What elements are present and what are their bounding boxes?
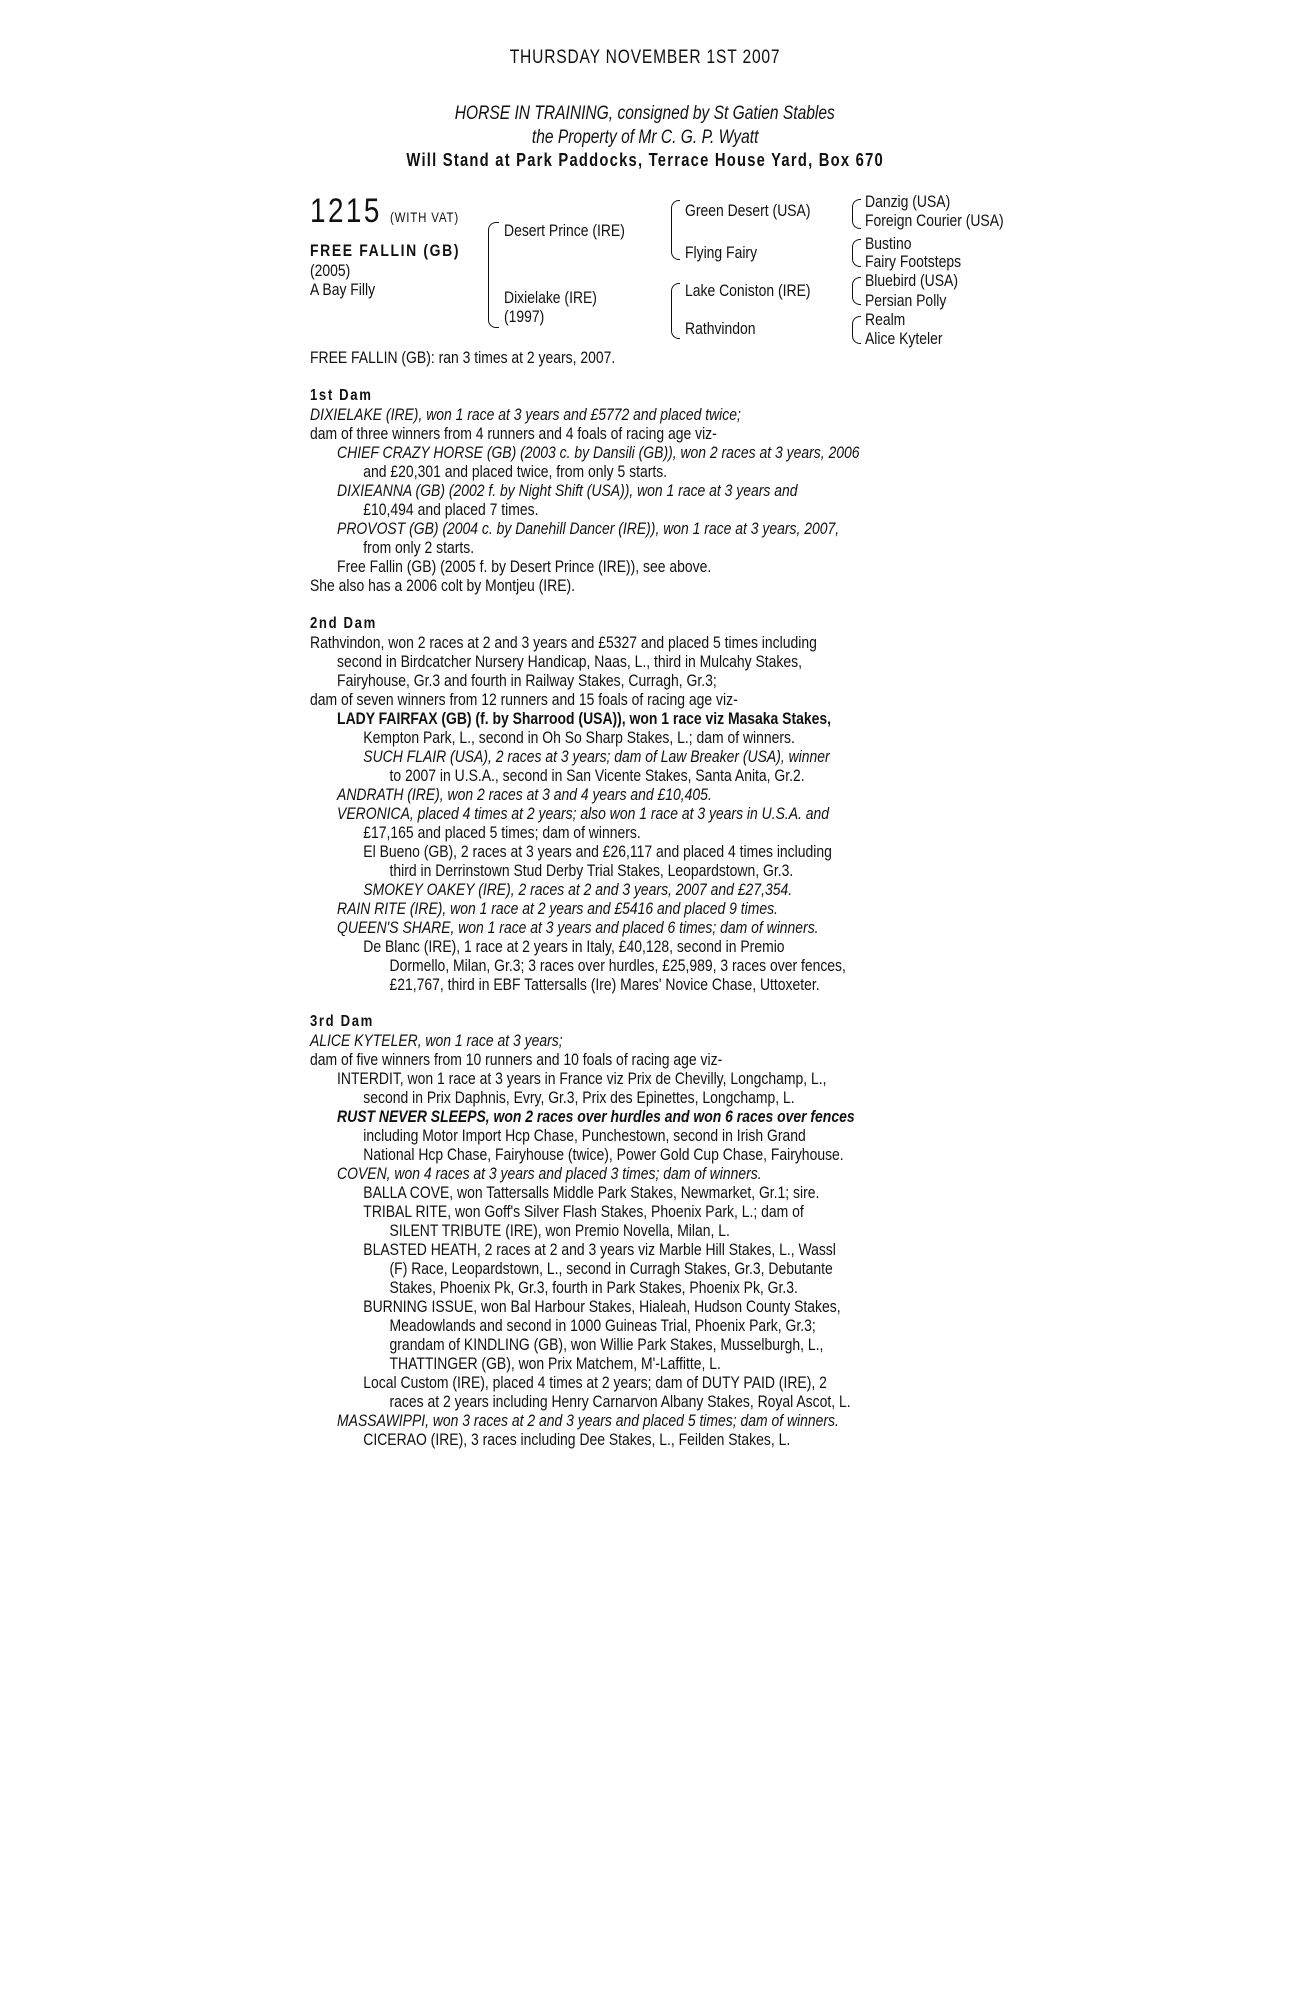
brace-dd — [852, 316, 861, 344]
dam-line: VERONICA, placed 4 times at 2 years; also won 1 race at 3 years in U.S.A. and — [337, 804, 830, 823]
dam-line: TRIBAL RITE, won Goff's Silver Flash Stakes, Phoenix Park, L.; dam of — [363, 1202, 804, 1221]
dam-line: £17,165 and placed 5 times; dam of winners. — [363, 823, 641, 842]
dam-line: Rathvindon, won 2 races at 2 and 3 years and £5327 and placed 5 times including — [310, 633, 817, 652]
pedigree-sire-dam: Flying Fairy — [685, 243, 758, 262]
dam-line: £21,767, third in EBF Tattersalls (Ire) Mares' Novice Chase, Uttoxeter. — [389, 975, 820, 994]
consignment-row — [0, 104, 1290, 124]
dam-line: Kempton Park, L., second in Oh So Sharp Stakes, L.; dam of winners. — [363, 728, 795, 747]
dam-line: SUCH FLAIR (USA), 2 races at 3 years; dam of Law Breaker (USA), winner — [363, 747, 830, 766]
pedigree-dds: Realm — [865, 310, 906, 329]
dam-line: dam of five winners from 10 runners and 10 foals of racing age viz- — [310, 1050, 723, 1069]
dam-line: COVEN, won 4 races at 3 years and placed 3 times; dam of winners. — [337, 1164, 762, 1183]
second-dam-section — [310, 614, 1190, 994]
dam-line: including Motor Import Hcp Chase, Punchestown, second in Irish Grand — [363, 1126, 806, 1145]
property-row — [0, 128, 1290, 148]
pedigree-sire-sire: Green Desert (USA) — [685, 201, 811, 220]
dam-line: Local Custom (IRE), placed 4 times at 2 years; dam of DUTY PAID (IRE), 2 — [363, 1373, 827, 1392]
section-heading: 1st Dam — [310, 387, 373, 404]
dam-line: CHIEF CRAZY HORSE (GB) (2003 c. by Dansili (GB)), won 2 races at 3 years, 2006 — [337, 443, 860, 462]
brace-sd — [852, 239, 861, 267]
dam-line: De Blanc (IRE), 1 race at 2 years in Italy, £40,128, second in Premio — [363, 937, 785, 956]
dam-line: and £20,301 and placed twice, from only 5 starts. — [363, 462, 668, 481]
dam-line: MASSAWIPPI, won 3 races at 2 and 3 years and placed 5 times; dam of winners. — [337, 1411, 839, 1430]
pedigree-sds: Bustino — [865, 234, 912, 253]
brace-sire-parents — [671, 200, 680, 260]
dam-line: Meadowlands and second in 1000 Guineas Trial, Phoenix Park, Gr.3; — [389, 1316, 816, 1335]
pedigree-dss: Bluebird (USA) — [865, 271, 958, 290]
vat-note: (WITH VAT) — [390, 209, 459, 225]
dam-line: INTERDIT, won 1 race at 3 years in France viz Prix de Chevilly, Longchamp, L., — [337, 1069, 827, 1088]
dam-line: LADY FAIRFAX (GB) (f. by Sharrood (USA)), won 1 race viz Masaka Stakes, — [337, 709, 832, 728]
dam-line: National Hcp Chase, Fairyhouse (twice), Power Gold Cup Chase, Fairyhouse. — [363, 1145, 844, 1164]
pedigree-dam-year: (1997) — [504, 307, 545, 326]
location-row — [0, 151, 1290, 171]
third-dam-section — [310, 1012, 1190, 1449]
dam-line: grandam of KINDLING (GB), won Willie Park Stakes, Musselburgh, L., — [389, 1335, 824, 1354]
first-dam-section — [310, 386, 1190, 595]
dam-line: third in Derrinstown Stud Derby Trial Stakes, Leopardstown, Gr.3. — [389, 861, 794, 880]
pedigree-dsd: Persian Polly — [865, 291, 947, 310]
section-heading: 3rd Dam — [310, 1013, 374, 1030]
dam-line: BLASTED HEATH, 2 races at 2 and 3 years viz Marble Hill Stakes, L., Wassl — [363, 1240, 836, 1259]
dam-line: SILENT TRIBUTE (IRE), won Premio Novella, Milan, L. — [389, 1221, 730, 1240]
horse-description: A Bay Filly — [310, 280, 376, 299]
brace-generation-1 — [488, 222, 499, 328]
section-heading: 2nd Dam — [310, 615, 377, 632]
dam-line: races at 2 years including Henry Carnarvon Albany Stakes, Royal Ascot, L. — [389, 1392, 851, 1411]
dam-line: El Bueno (GB), 2 races at 3 years and £26,117 and placed 4 times including — [363, 842, 832, 861]
dam-line: RUST NEVER SLEEPS, won 2 races over hurdles and won 6 races over fences — [337, 1107, 855, 1126]
pedigree-sdd: Fairy Footsteps — [865, 252, 962, 271]
dam-line: PROVOST (GB) (2004 c. by Danehill Dancer (IRE)), won 1 race at 3 years, 2007, — [337, 519, 840, 538]
horse-year: (2005) — [310, 261, 351, 280]
dam-line: DIXIELAKE (IRE), won 1 race at 3 years and £5772 and placed twice; — [310, 405, 741, 424]
pedigree-ssd: Foreign Courier (USA) — [865, 211, 1004, 230]
pedigree-sire: Desert Prince (IRE) — [504, 221, 625, 240]
dam-line: from only 2 starts. — [363, 538, 475, 557]
dam-line: dam of seven winners from 12 runners and 15 foals of racing age viz- — [310, 690, 738, 709]
dam-line: to 2007 in U.S.A., second in San Vicente Stakes, Santa Anita, Gr.2. — [389, 766, 805, 785]
dam-line: SMOKEY OAKEY (IRE), 2 races at 2 and 3 years, 2007 and £27,354. — [363, 880, 793, 899]
pedigree-sss: Danzig (USA) — [865, 192, 951, 211]
dam-line: £10,494 and placed 7 times. — [363, 500, 539, 519]
stand-location: Will Stand at Park Paddocks, Terrace House Yard, Box 670 — [406, 150, 884, 170]
horse-name: FREE FALLIN (GB) — [310, 241, 461, 260]
brace-ds — [852, 277, 861, 305]
dam-line: Stakes, Phoenix Pk, Gr.3, fourth in Park Stakes, Phoenix Pk, Gr.3. — [389, 1278, 798, 1297]
sale-date-row — [0, 48, 1290, 68]
dam-line: RAIN RITE (IRE), won 1 race at 2 years and £5416 and placed 9 times. — [337, 899, 778, 918]
consignment-line: HORSE IN TRAINING, consigned by St Gatien Stables — [454, 103, 836, 124]
race-record: FREE FALLIN (GB): ran 3 times at 2 years, 2007. — [310, 348, 616, 367]
pedigree-dam-dam: Rathvindon — [685, 319, 756, 338]
dam-line: DIXIEANNA (GB) (2002 f. by Night Shift (USA)), won 1 race at 3 years and — [337, 481, 798, 500]
dam-line: second in Birdcatcher Nursery Handicap, Naas, L., third in Mulcahy Stakes, — [337, 652, 802, 671]
dam-line: QUEEN'S SHARE, won 1 race at 3 years and placed 6 times; dam of winners. — [337, 918, 819, 937]
brace-dam-parents — [671, 283, 680, 339]
dam-line: ALICE KYTELER, won 1 race at 3 years; — [310, 1031, 563, 1050]
pedigree-ddd: Alice Kyteler — [865, 329, 943, 348]
dam-line: Fairyhouse, Gr.3 and fourth in Railway Stakes, Curragh, Gr.3; — [337, 671, 717, 690]
property-line: the Property of Mr C. G. P. Wyatt — [531, 127, 759, 148]
dam-line: BURNING ISSUE, won Bal Harbour Stakes, Hialeah, Hudson County Stakes, — [363, 1297, 841, 1316]
dam-line: ANDRATH (IRE), won 2 races at 3 and 4 years and £10,405. — [337, 785, 712, 804]
brace-sss — [852, 199, 861, 229]
lot-number: 1215 — [310, 192, 382, 230]
dam-line: Free Fallin (GB) (2005 f. by Desert Prince (IRE)), see above. — [337, 557, 712, 576]
dam-line: dam of three winners from 4 runners and 4 foals of racing age viz- — [310, 424, 717, 443]
pedigree-dam-sire: Lake Coniston (IRE) — [685, 281, 811, 300]
dam-line: CICERAO (IRE), 3 races including Dee Stakes, L., Feilden Stakes, L. — [363, 1430, 791, 1449]
dam-line: She also has a 2006 colt by Montjeu (IRE). — [310, 576, 576, 595]
dam-line: BALLA COVE, won Tattersalls Middle Park Stakes, Newmarket, Gr.1; sire. — [363, 1183, 820, 1202]
dam-line: (F) Race, Leopardstown, L., second in Curragh Stakes, Gr.3, Debutante — [389, 1259, 833, 1278]
pedigree-dam: Dixielake (IRE) — [504, 288, 597, 307]
sale-date: THURSDAY NOVEMBER 1ST 2007 — [509, 47, 781, 68]
dam-line: Dormello, Milan, Gr.3; 3 races over hurdles, £25,989, 3 races over fences, — [389, 956, 846, 975]
dam-line: THATTINGER (GB), won Prix Matchem, M'-Laffitte, L. — [389, 1354, 721, 1373]
dam-line: second in Prix Daphnis, Evry, Gr.3, Prix des Epinettes, Longchamp, L. — [363, 1088, 795, 1107]
